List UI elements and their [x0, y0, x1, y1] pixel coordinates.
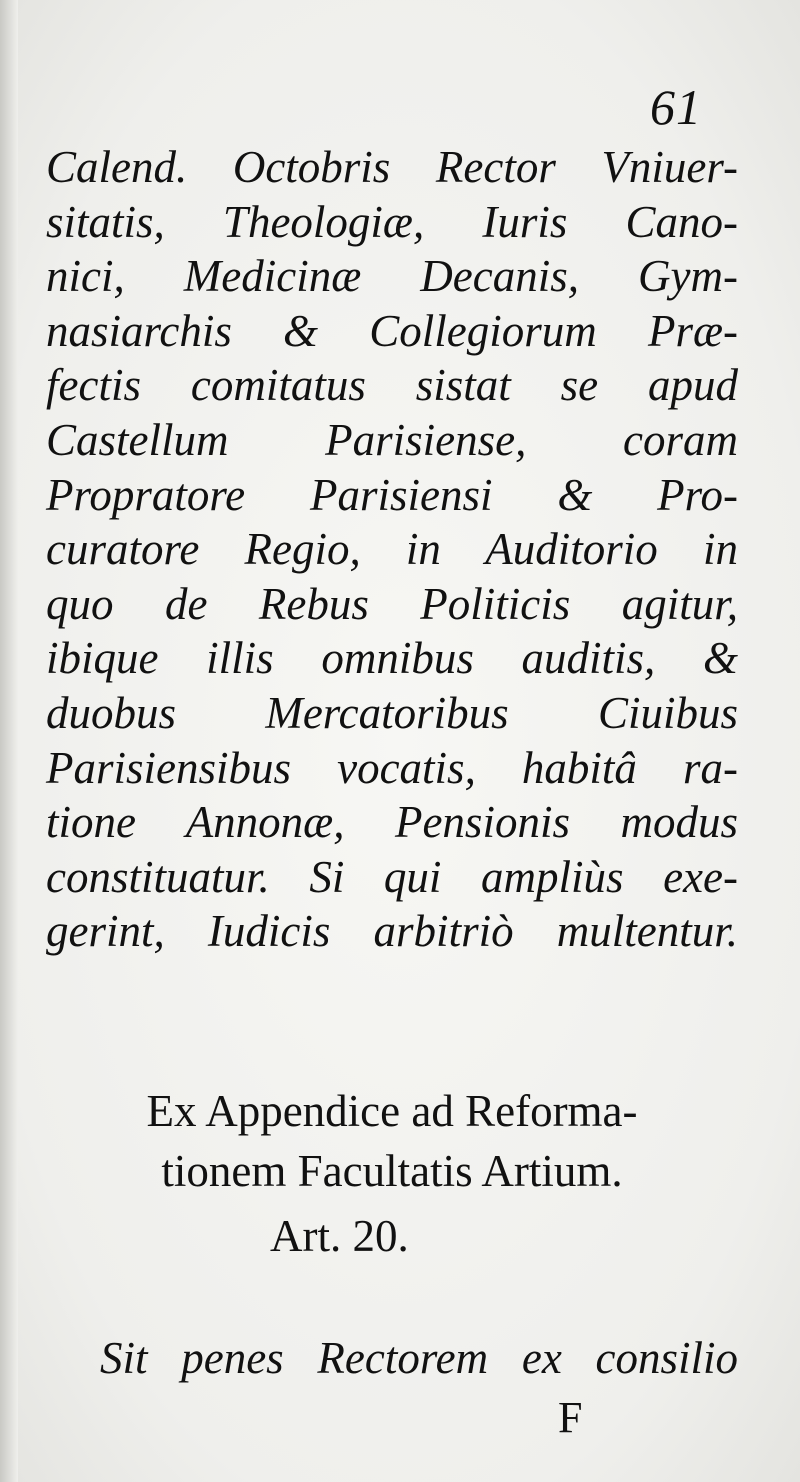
paragraph-line: curatore Regio, in Auditorio in	[46, 524, 738, 575]
paragraph-line: Calend. Octobris Rector Vniuer-	[46, 142, 738, 192]
paragraph-line: Propratore Parisiensi & Pro-	[46, 469, 738, 520]
continuation-line: Sit penes Rectorem ex consilio	[100, 1333, 738, 1383]
section-heading-line-2: tionem Facultatis Artium.	[161, 1146, 623, 1196]
page-number: 61	[650, 79, 702, 135]
page-gutter-shadow	[0, 0, 18, 1482]
paragraph-line: sitatis, Theologiæ, Iuris Cano-	[46, 196, 738, 247]
paragraph-line: quo de Rebus Politicis agitur,	[46, 578, 738, 629]
section-heading-line-1: Ex Appendice ad Reforma-	[146, 1086, 638, 1136]
paragraph-line: nasiarchis & Collegiorum Præ-	[46, 305, 738, 356]
article-number: Art. 20.	[270, 1211, 409, 1261]
signature-mark: F	[558, 1393, 583, 1442]
paragraph-line: ibique illis omnibus auditis, &	[46, 633, 738, 684]
paragraph-line: gerint, Iudicis arbitriò multentur.	[46, 906, 738, 957]
paragraph-line: Castellum Parisiense, coram	[46, 414, 738, 465]
paragraph-line: fectis comitatus sistat se apud	[46, 360, 738, 411]
paragraph-line: nici, Medicinæ Decanis, Gym-	[46, 251, 738, 302]
paragraph-line: tione Annonæ, Pensionis modus	[46, 797, 738, 848]
paragraph-line: constituatur. Si qui ampliùs exe-	[46, 851, 738, 902]
paragraph-line: duobus Mercatoribus Ciuibus	[46, 687, 738, 738]
main-paragraph	[46, 140, 738, 959]
paragraph-line: Parisiensibus vocatis, habitâ ra-	[46, 742, 738, 793]
